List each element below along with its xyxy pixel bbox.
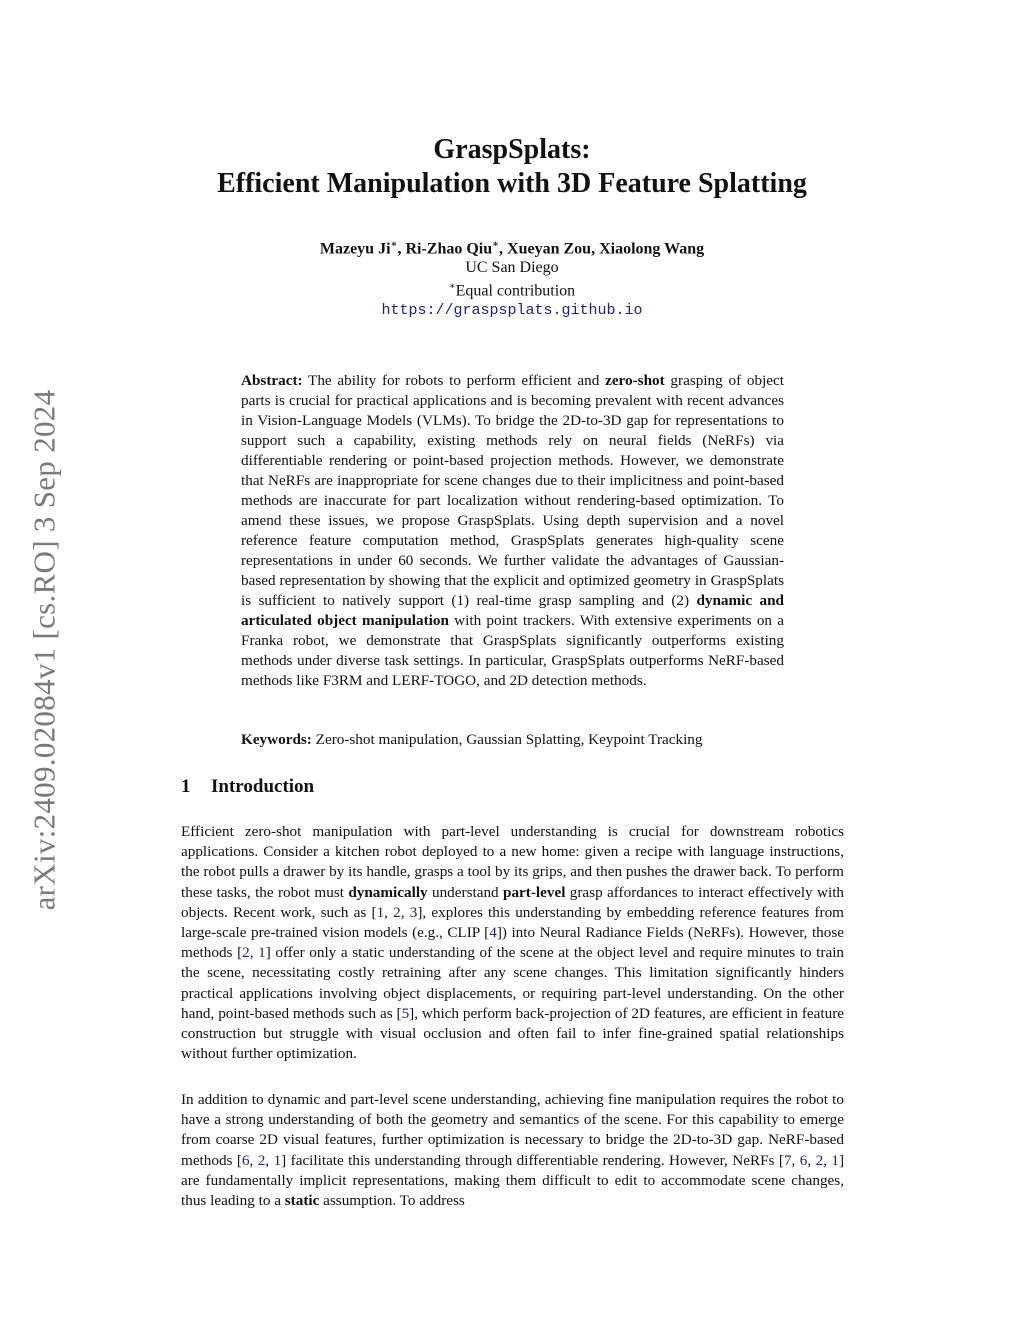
separator: , [823,1151,832,1169]
citation-link[interactable]: 2 [393,903,401,921]
body-text: ] are fundamentally implicit representations, making them difficult to edit to accommodate scene changes, thus leading to a [181,1151,845,1210]
body-text: ] facilitate this understanding through differentiable rendering. However, NeRFs [ [281,1151,784,1169]
body-text: ] offer only a static understanding of the scene at the object level and require minutes to train the scene, necessitating costly retraining after any scene changes. This limitation significantly hinders practical applications involving object displacements, or requiring part-level understanding. On the other hand, point-based methods such as [ [181,944,845,1022]
abstract-label: Abstract: [241,372,303,389]
author-2: Ri-Zhao Qiu [405,240,493,258]
citation-link[interactable]: 6 [241,1151,250,1169]
body-bold: part-level [503,883,566,901]
author-names: Mazeyu Ji∗, Ri-Zhao Qiu∗, Xueyan Zou, Xiaolong Wang [319,239,705,258]
body-text: ], which perform back-projection of 2D features, are efficient in feature construction but struggle with visual occlusion and often fail to infer fine-grained spatial relationships without further optimization. [181,1004,844,1063]
body-text: assumption. To address [319,1192,465,1210]
citation-link[interactable]: 4 [489,924,497,942]
citation-link[interactable]: 2 [815,1151,824,1169]
paper-title [0,133,1024,201]
equal-mark: ∗ [492,239,500,250]
separator: , [265,1151,274,1169]
intro-paragraph-1 [181,822,844,1064]
keywords-label: Keywords: [241,731,312,748]
body-text: understand [427,883,503,901]
project-url[interactable]: https://graspsplats.github.io [381,301,643,319]
separator: , [249,944,259,962]
author-block [0,235,1024,320]
equal-mark: ∗ [390,239,398,250]
author-1: Mazeyu Ji [319,240,391,258]
citation-link[interactable]: 7 [783,1151,792,1169]
citation-link[interactable]: 1 [831,1151,839,1169]
body-text: ], explores this understanding by embedding reference features from large-scale pre-trained vision models (e.g., CLIP [ [181,903,844,942]
citation-link[interactable]: 6 [799,1151,808,1169]
keywords-text: Zero-shot manipulation, Gaussian Splatting, Keypoint Tracking [311,731,703,748]
abstract-bold: dynamic and articulated object manipulation [241,592,784,629]
citation-link[interactable]: 2 [242,944,250,962]
citation-link[interactable]: 3 [409,903,418,921]
title-line-1: GraspSplats: [433,134,591,165]
citation-link[interactable]: 2 [257,1151,266,1169]
separator: , [249,1151,258,1169]
title-line-2: Efficient Manipulation with 3D Feature Splatting [217,168,807,199]
abstract [241,371,784,691]
arxiv-sidebar [18,350,70,950]
section-heading [181,776,314,798]
intro-paragraph-2 [181,1090,844,1211]
equal-note-text: Equal contribution [455,282,576,300]
abstract-text: grasping of object parts is crucial for practical applications and is becoming prevalent with recent advances in Vision-Language Models (VLMs). To bridge the 2D-to-3D gap for representations to support such a capability, existing methods rely on neural fields (NeRFs) via differentiable rendering or point-based projection methods. However, we demonstrate that NeRFs are inappropriate for scene changes due to their implicitness and point-based methods are inaccurate for part localization without rendering-based optimization. To amend these issues, we propose GraspSplats. Using depth supervision and a novel reference feature computation method, GraspSplats generates high-quality scene representations in under 60 seconds. We further validate the advantages of Gaussian-based representation by showing that the explicit and optimized geometry in GraspSplats is sufficient to natively support (1) real-time grasp sampling and (2) [241,372,784,609]
abstract-text: The ability for robots to perform efficient and [302,372,606,389]
separator: , [384,903,394,921]
abstract-text: with point trackers. With extensive experiments on a Franka robot, we demonstrate that GraspSplats significantly outperforms existing methods under diverse task settings. In particular, GraspSplats outperforms NeRF-based methods like F3RM and LERF-TOGO, and 2D detection methods. [241,612,784,689]
separator: , [400,903,410,921]
body-bold: static [284,1192,320,1210]
body-text: grasp affordances to interact effectively with objects. Recent work, such as [ [181,883,845,921]
body-text: In addition to dynamic and part-level scene understanding, achieving fine manipulation requires the robot to have a strong understanding of both the geometry and semantics of the scene. For this capability to emerge from coarse 2D visual features, further optimization is necessary to bridge the 2D-to-3D gap. NeRF-based methods [ [181,1091,844,1169]
citation-link[interactable]: 1 [376,903,385,921]
affiliation: UC San Diego [465,259,559,277]
equal-mark: ∗ [448,281,456,293]
equal-contribution-note [0,277,1024,300]
separator: , [791,1151,800,1169]
keywords [241,730,801,750]
citation-link[interactable]: 1 [273,1151,282,1169]
body-text: ]) into Neural Radiance Fields (NeRFs). However, those methods [ [181,924,844,962]
body-bold: dynamically [348,883,428,901]
citation-link[interactable]: 5 [401,1004,410,1022]
separator: , [807,1151,816,1169]
section-number: 1 [181,776,191,797]
body-text: Efficient zero-shot manipulation with part-level understanding is crucial for downstream robotics applications. Consider a kitchen robot deployed to a new home: given a recipe with language instructions, the robot pulls a drawer by its handle, grasps a tool by its grips, and then pushes the drawer back. To perform these tasks, the robot must [181,823,844,901]
author-others: Xueyan Zou, Xiaolong Wang [507,240,705,258]
citation-link[interactable]: 1 [258,944,266,962]
section-title: Introduction [211,776,315,797]
arxiv-identifier: arXiv:2409.02084v1 [cs.RO] 3 Sep 2024 [26,389,61,911]
abstract-bold: zero-shot [605,372,665,389]
